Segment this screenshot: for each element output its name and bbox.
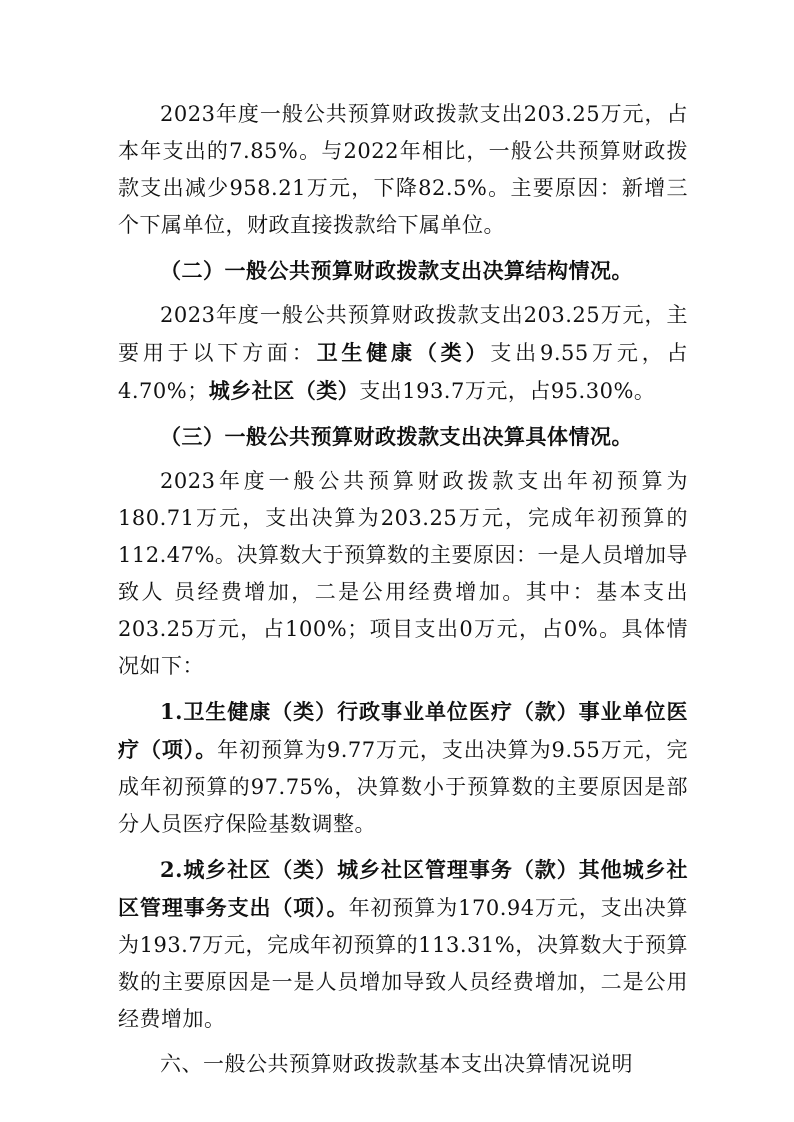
item-community-management-title: 2.城乡社区（类）城乡社区管理事务（款）其他城乡社区管理事务支出（项）。 <box>118 857 688 920</box>
item-community-management <box>118 851 688 1038</box>
category-urban-rural-text: 支出193.7万元，占95.30%。 <box>359 379 656 403</box>
item-health-medical <box>118 693 688 843</box>
section-heading-details: （三）一般公共预算财政拨款支出决算具体情况。 <box>160 424 633 449</box>
item-health-medical-title: 1.卫生健康（类）行政事业单位医疗（款）事业单位医疗（项）。 <box>118 699 688 762</box>
paragraph-total-expenditure: 2023年度一般公共预算财政拨款支出203.25万元，占本年支出的7.85%。与2022年相比，一般公共预算财政拨款支出减少958.21万元，下降82.5%。主要原因：新增三 个下属单位，财政直接拨款给下属单位。 <box>118 102 688 237</box>
paragraph-details: 2023年度一般公共预算财政拨款支出年初预算为180.71万元，支出决算为203.25万元，完成年初预算的112.47%。决算数大于预算数的主要原因：一是人员增加导致人 员经费增加，二是公用经费增加。其中：基本支出203.25万元，占100%；项目支出0万元，占0%。具体情况如下： <box>118 469 688 678</box>
paragraph-structure <box>118 297 688 410</box>
item-health-medical-text: 年初预算为9.77万元，支出决算为9.55万元，完成年初预算的97.75%，决算数小于预算数的主要原因是部分人员医疗保险基数调整。 <box>118 738 688 836</box>
category-health: 卫生健康（类） <box>316 340 491 365</box>
category-urban-rural: 城乡社区（类） <box>208 378 360 403</box>
section-heading-basic-expenditure: 六、一般公共预算财政拨款基本支出决算情况说明 <box>160 1052 633 1076</box>
structure-intro: 2023年度一般公共预算财政拨款支出203.25万元，主要用于以下方面： <box>118 303 688 365</box>
item-community-management-text: 年初预算为170.94万元，支出决算为193.7万元，完成年初预算的113.31%，决算数大于预算数的主要原因是一是人员增加导致人员经费增加，二是公用经费增加。 <box>118 896 689 1031</box>
section-heading-structure: （二）一般公共预算财政拨款支出决算结构情况。 <box>160 258 633 283</box>
document-page <box>118 96 688 1083</box>
category-health-text: 支出9.55万元，占4.70%； <box>118 341 689 403</box>
